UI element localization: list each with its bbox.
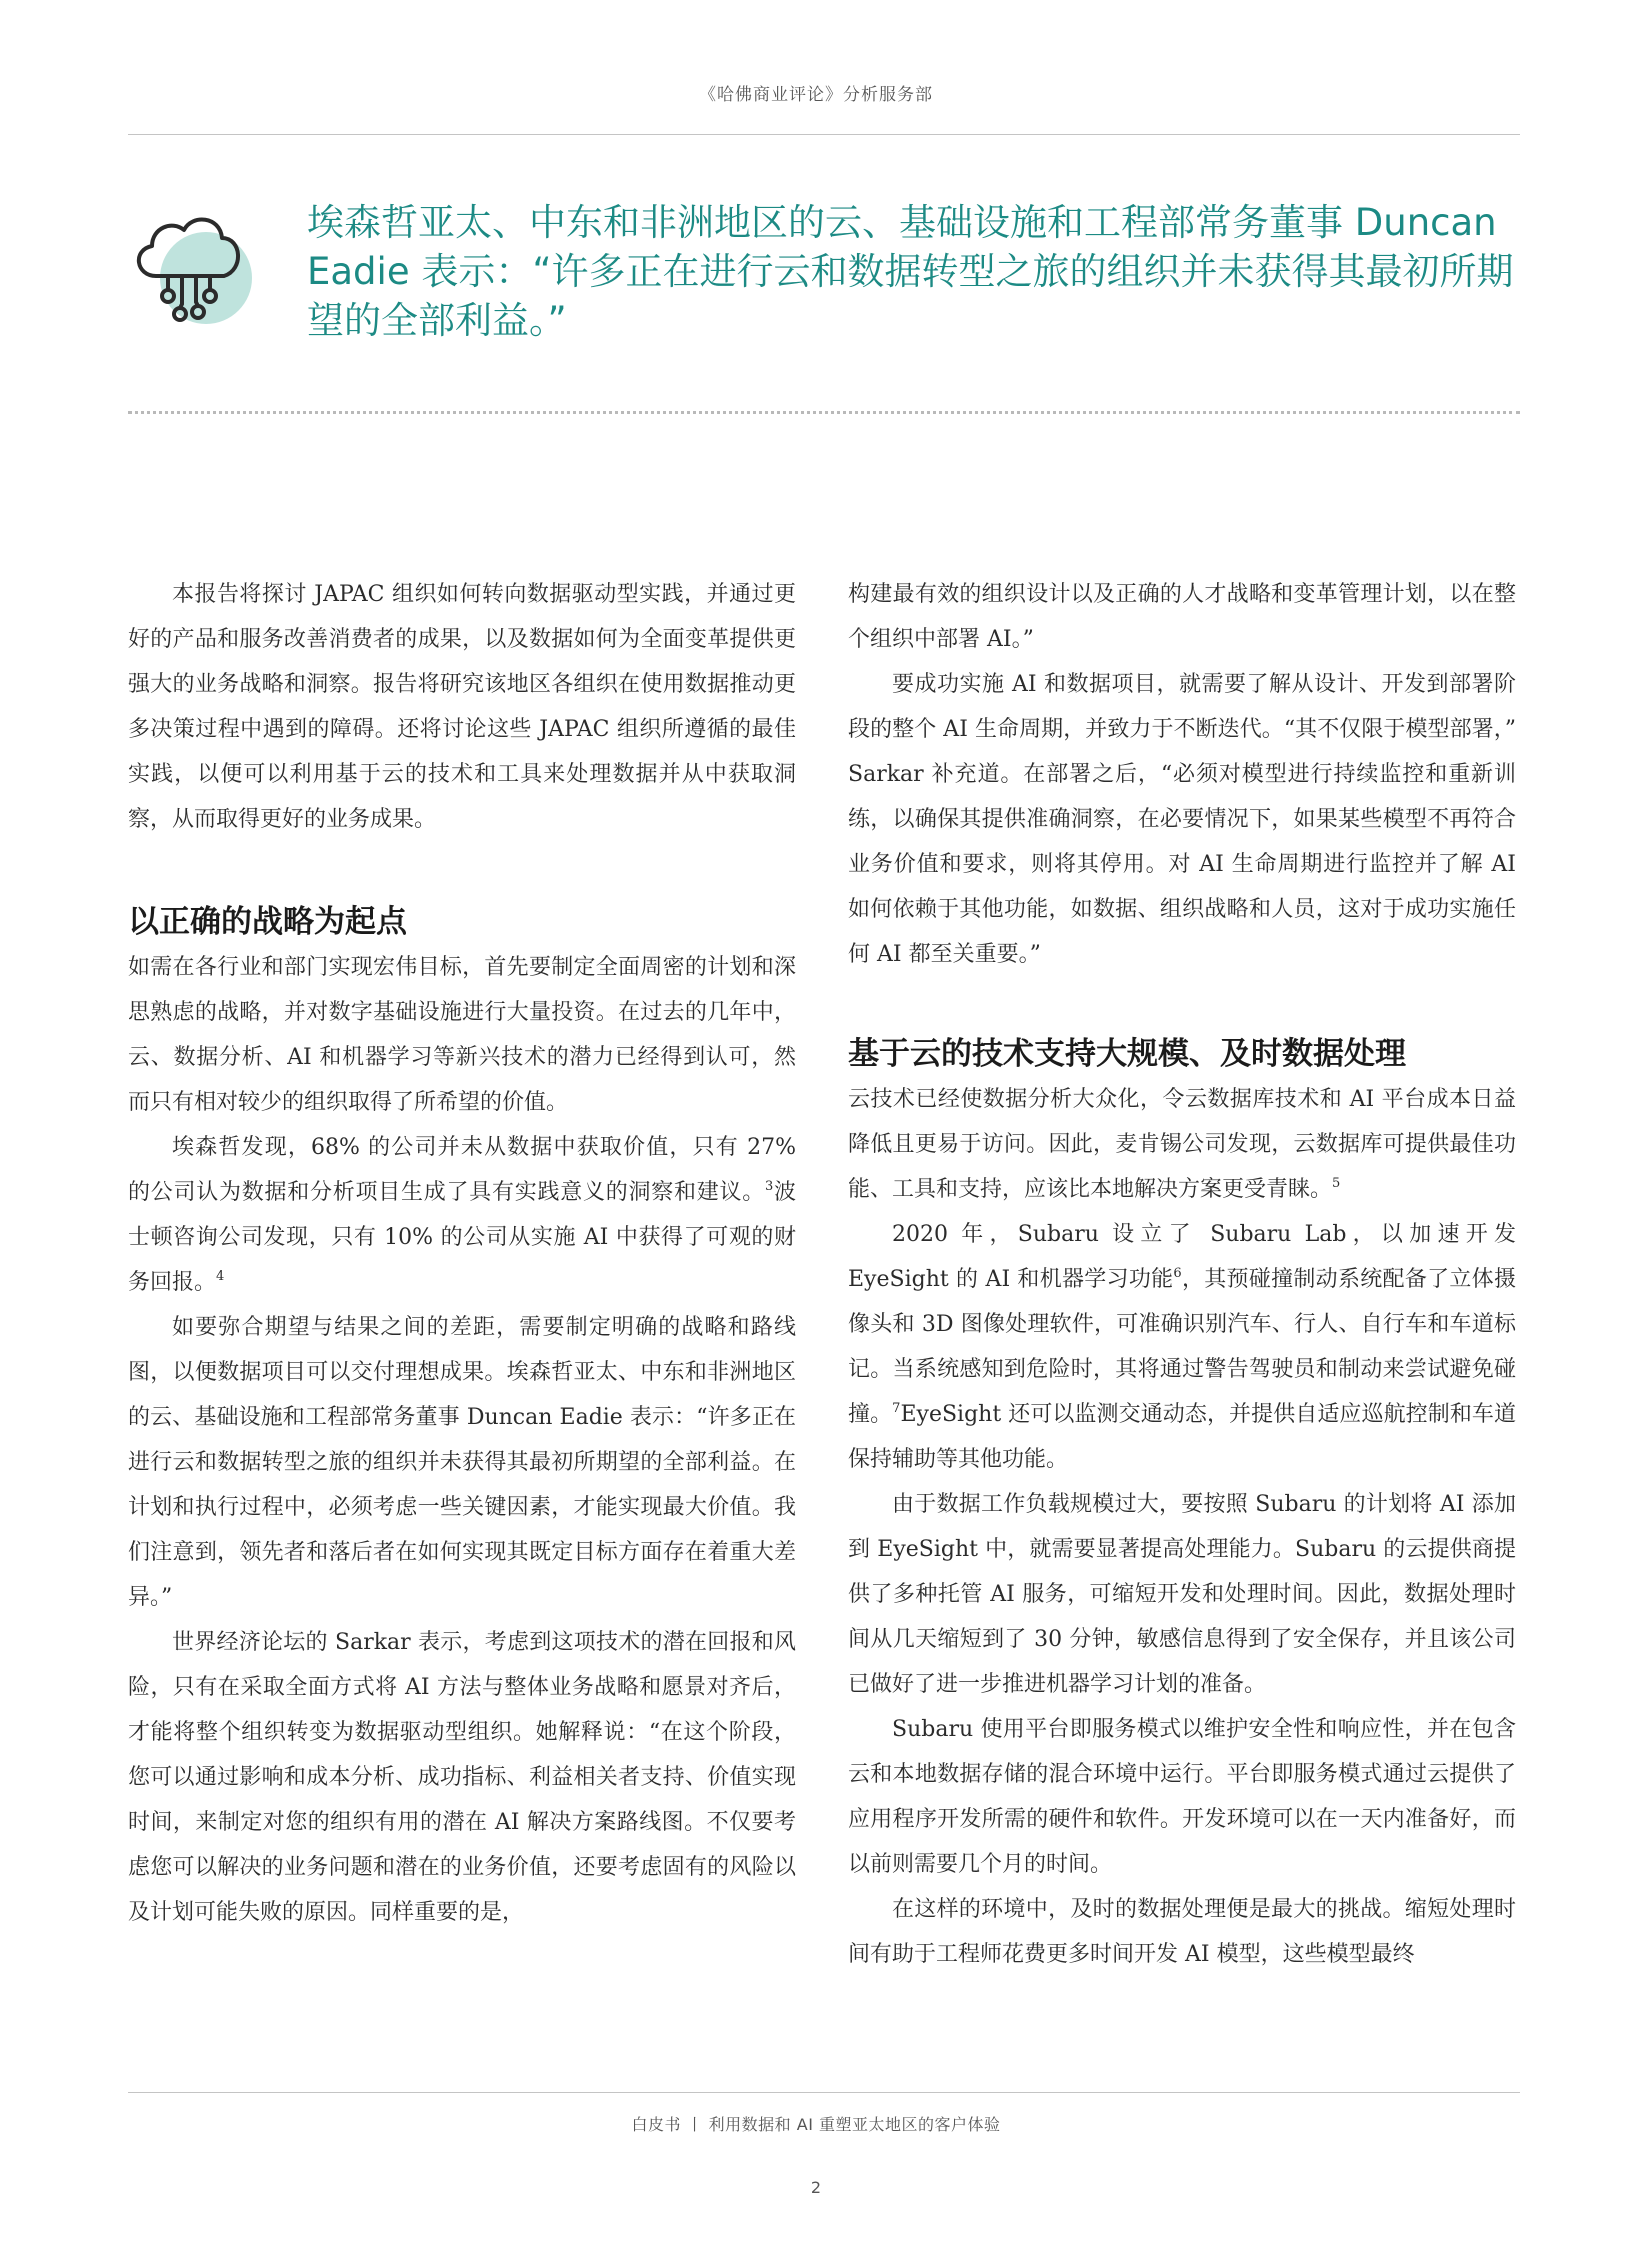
text-run: 2020 年，Subaru 设立了 Subaru Lab，以加速开发 EyeSight 的 AI 和机器学习功能	[848, 1222, 1516, 1292]
paragraph: 在这样的环境中，及时的数据处理便是最大的挑战。缩短处理时间有助于工程师花费更多时间开发 AI 模型，这些模型最终	[848, 1897, 1516, 1967]
section-heading-cloud: 基于云的技术支持大规模、及时数据处理	[848, 1036, 1406, 1072]
pull-quote-divider	[128, 411, 1520, 414]
paragraph	[128, 1125, 796, 1305]
paragraph	[848, 1212, 1516, 1482]
footnote-ref: 6	[1173, 1266, 1182, 1281]
paragraph: 要成功实施 AI 和数据项目，就需要了解从设计、开发到部署阶段的整个 AI 生命周期，并致力于不断迭代。“其不仅限于模型部署，” Sarkar 补充道。在部署之后，“必须对模型进行持续监控和重新训练，以确保其提供准确洞察，在必要情况下，如果某些模型不再符合业务价值和要求，则将其停用。对 AI 生命周期进行监控并了解 AI 如何依赖于其他功能，如数据、组织战略和人员，这对于成功实施任何 AI 都至关重要。”	[848, 672, 1516, 967]
paragraph: 由于数据工作负载规模过大，要按照 Subaru 的计划将 AI 添加到 EyeSight 中，就需要显著提高处理能力。Subaru 的云提供商提供了多种托管 AI 服务，可缩短开发和处理时间。因此，数据处理时间从几天缩短到了 30 分钟，敏感信息得到了安全保存，并且该公司已做好了进一步推进机器学习计划的准备。	[848, 1492, 1516, 1697]
paragraph: 世界经济论坛的 Sarkar 表示，考虑到这项技术的潜在回报和风险，只有在采取全面方式将 AI 方法与整体业务战略和愿景对齐后，才能将整个组织转变为数据驱动型组织。她解释说：“在这个阶段，您可以通过影响和成本分析、成功指标、利益相关者支持、价值实现时间，来制定对您的组织有用的潜在 AI 解决方案路线图。不仅要考虑您可以解决的业务问题和潜在的业务价值，还要考虑固有的风险以及计划可能失败的原因。同样重要的是，	[128, 1630, 796, 1925]
text-run: 波士顿咨询公司发现，只有 10% 的公司从实施 AI 中获得了可观的财务回报。	[128, 1180, 796, 1295]
left-column	[128, 572, 796, 1935]
paragraph: 如要弥合期望与结果之间的差距，需要制定明确的战略和路线图，以便数据项目可以交付理想成果。埃森哲亚太、中东和非洲地区的云、基础设施和工程部常务董事 Duncan Eadie 表示：“许多正在进行云和数据转型之旅的组织并未获得其最初所期望的全部利益。在计划和执行过程中，必须考虑一些关键因素，才能实现最大价值。我们注意到，领先者和落后者在如何实现其既定目标方面存在着重大差异。”	[128, 1315, 796, 1610]
header-divider	[128, 134, 1520, 135]
section-heading-strategy: 以正确的战略为起点	[128, 904, 407, 940]
footnote-ref: 3	[764, 1179, 774, 1194]
text-run: ，其预碰撞制动系统配备了立体摄像头和 3D 图像处理软件，可准确识别汽车、行人、自行车和车道标记。当系统感知到危险时，其将通过警告驾驶员和制动来尝试避免碰撞。	[848, 1267, 1516, 1427]
footer-title: 白皮书 丨 利用数据和 AI 重塑亚太地区的客户体验	[631, 2115, 1001, 2134]
right-column	[848, 572, 1516, 1977]
text-run: EyeSight 还可以监测交通动态，并提供自适应巡航控制和车道保持辅助等其他功能。	[848, 1402, 1516, 1472]
text-run: 云技术已经使数据分析大众化，令云数据库技术和 AI 平台成本日益降低且更易于访问。因此，麦肯锡公司发现，云数据库可提供最佳功能、工具和支持，应该比本地解决方案更受青睐。	[848, 1087, 1516, 1202]
footnote-ref: 4	[216, 1269, 225, 1284]
intro-paragraph: 本报告将探讨 JAPAC 组织如何转向数据驱动型实践，并通过更好的产品和服务改善消费者的成果，以及数据如何为全面变革提供更强大的业务战略和洞察。报告将研究该地区各组织在使用数据推动更多决策过程中遇到的障碍。还将讨论这些 JAPAC 组织所遵循的最佳实践，以便可以利用基于云的技术和工具来处理数据并从中获取洞察，从而取得更好的业务成果。	[128, 582, 796, 832]
footnote-ref: 7	[892, 1401, 901, 1416]
paragraph	[848, 1077, 1516, 1212]
paragraph: Subaru 使用平台即服务模式以维护安全性和响应性，并在包含云和本地数据存储的混合环境中运行。平台即服务模式通过云提供了应用程序开发所需的硬件和软件。开发环境可以在一天内准备好，而以前则需要几个月的时间。	[848, 1717, 1516, 1877]
publisher-header: 《哈佛商业评论》分析服务部	[699, 85, 933, 105]
footer-divider	[128, 2092, 1520, 2093]
cloud-network-icon	[120, 198, 260, 338]
text-run: 埃森哲发现，68% 的公司并未从数据中获取价值，只有 27% 的公司认为数据和分析项目生成了具有实践意义的洞察和建议。	[128, 1135, 796, 1205]
paragraph: 构建最有效的组织设计以及正确的人才战略和变革管理计划，以在整个组织中部署 AI。”	[848, 582, 1516, 652]
page-number: 2	[810, 2178, 822, 2197]
paragraph: 如需在各行业和部门实现宏伟目标，首先要制定全面周密的计划和深思熟虑的战略，并对数字基础设施进行大量投资。在过去的几年中，云、数据分析、AI 和机器学习等新兴技术的潜力已经得到认可，然而只有相对较少的组织取得了所希望的价值。	[128, 955, 796, 1115]
pull-quote: 埃森哲亚太、中东和非洲地区的云、基础设施和工程部常务董事 Duncan Eadie 表示：“许多正在进行云和数据转型之旅的组织并未获得其最初所期望的全部利益。”	[307, 201, 1514, 342]
footnote-ref: 5	[1332, 1176, 1341, 1191]
